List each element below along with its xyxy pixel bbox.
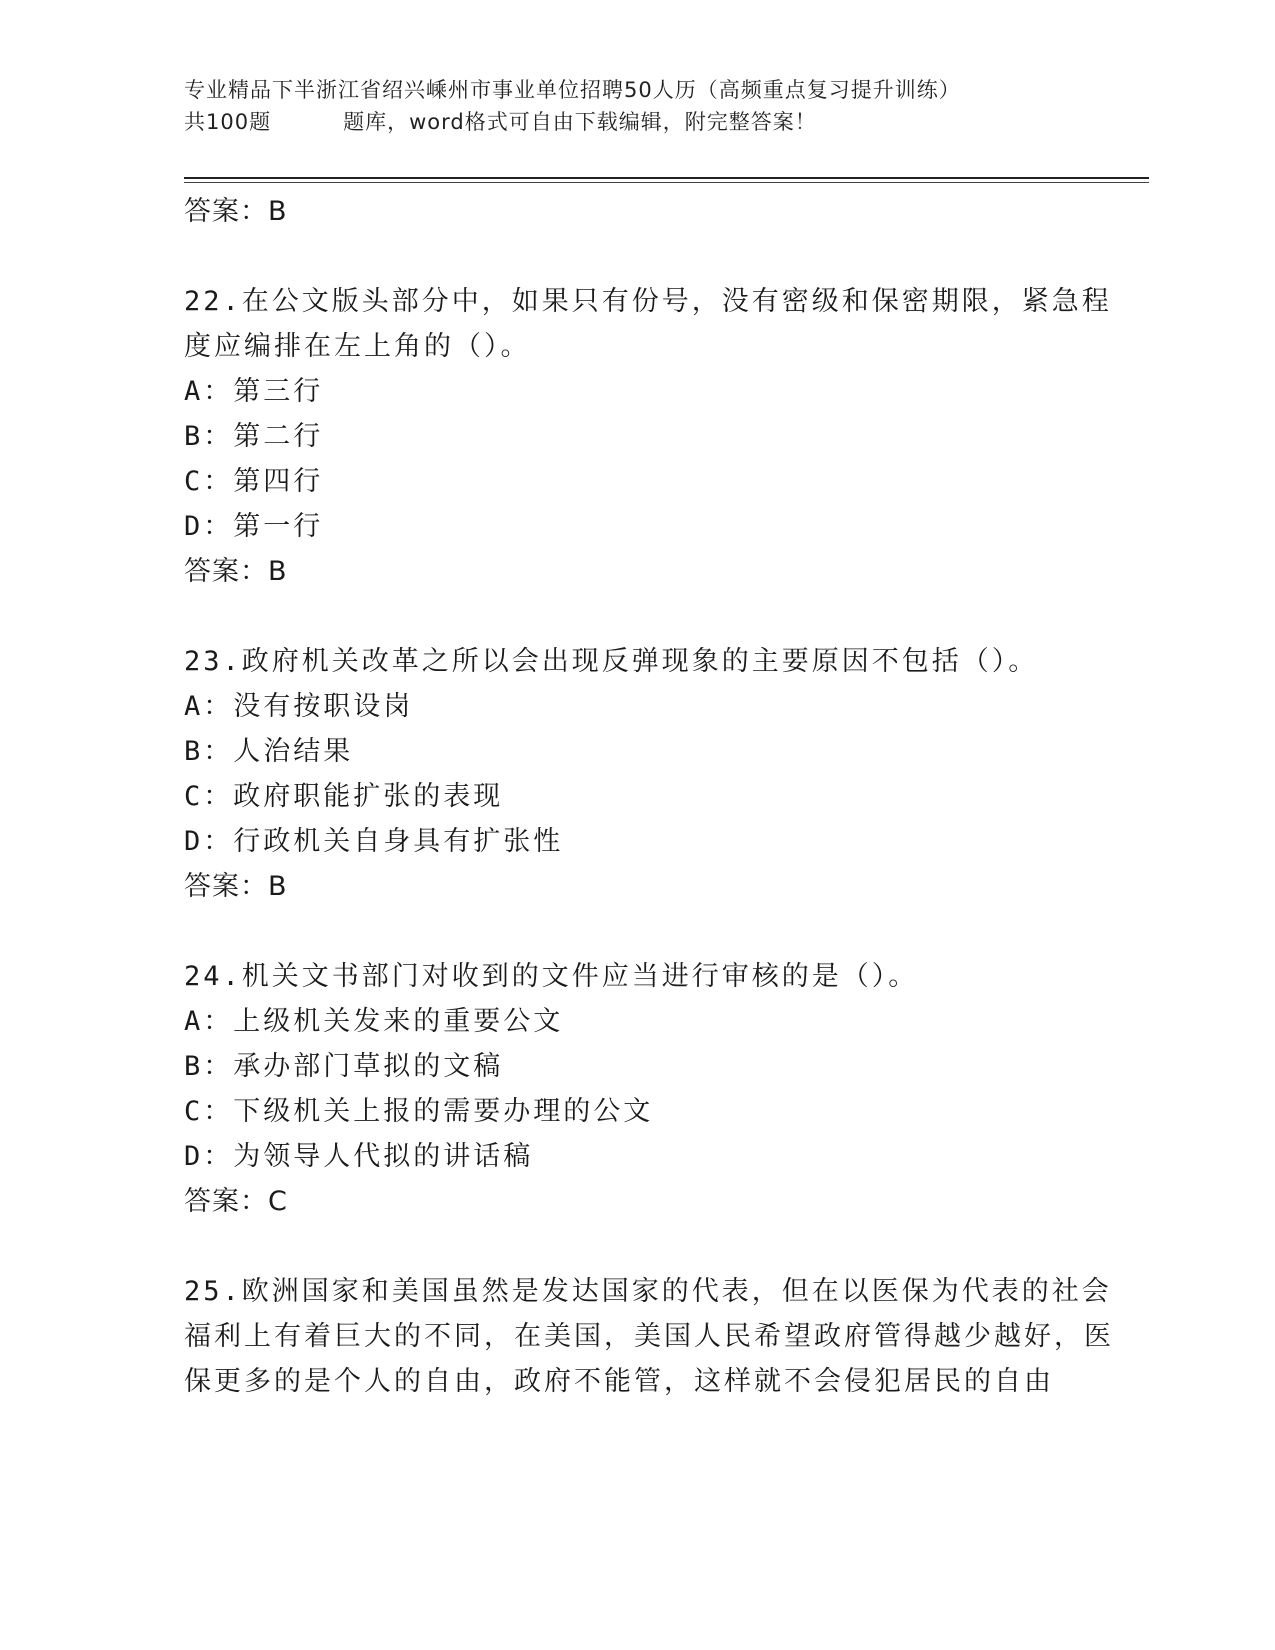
- question-22-option-b: B：第二行: [184, 421, 324, 452]
- question-list: [184, 189, 1114, 1404]
- question-22-text: 22.在公文版头部分中，如果只有份号，没有密级和保密期限，紧急程度应编排在左上角的（）。: [184, 286, 1112, 362]
- question-24: [184, 954, 1114, 1224]
- header-question-count: 共100题: [184, 110, 272, 134]
- question-22-option-a: A：第三行: [184, 376, 324, 407]
- page-header: [184, 74, 1134, 138]
- question-23: [184, 639, 1114, 909]
- header-subtitle: [184, 106, 1134, 138]
- question-24-text: 24.机关文书部门对收到的文件应当进行审核的是（）。: [184, 961, 919, 992]
- question-24-option-d: D：为领导人代拟的讲话稿: [184, 1141, 534, 1172]
- question-24-option-b: B：承办部门草拟的文稿: [184, 1051, 504, 1082]
- question-23-option-c: C：政府职能扩张的表现: [184, 781, 504, 812]
- question-22-option-d: D：第一行: [184, 511, 324, 542]
- question-25: [184, 1269, 1114, 1404]
- answer-21: 答案：B: [184, 196, 288, 227]
- question-24-option-a: A：上级机关发来的重要公文: [184, 1006, 564, 1037]
- header-description: 题库，word格式可自由下载编辑，附完整答案！: [343, 110, 817, 134]
- question-23-option-d: D：行政机关自身具有扩张性: [184, 826, 564, 857]
- header-divider-thin: [184, 182, 1149, 183]
- question-23-option-b: B：人治结果: [184, 736, 354, 767]
- answer-24: 答案：C: [184, 1186, 288, 1217]
- question-23-option-a: A：没有按职设岗: [184, 691, 414, 722]
- question-23-text: 23.政府机关改革之所以会出现反弹现象的主要原因不包括（）。: [184, 646, 1039, 677]
- question-24-option-c: C：下级机关上报的需要办理的公文: [184, 1096, 654, 1127]
- header-title: 专业精品下半浙江省绍兴嵊州市事业单位招聘50人历（高频重点复习提升训练）: [184, 78, 961, 102]
- answer-23: 答案：B: [184, 871, 288, 902]
- question-22: [184, 279, 1114, 594]
- answer-22: 答案：B: [184, 556, 288, 587]
- question-22-option-c: C：第四行: [184, 466, 324, 497]
- header-divider: [184, 177, 1149, 179]
- question-25-text: 25.欧洲国家和美国虽然是发达国家的代表，但在以医保为代表的社会福利上有着巨大的不同，在美国，美国人民希望政府管得越少越好，医保更多的是个人的自由，政府不能管，这样就不会侵犯居民的自由: [184, 1276, 1114, 1397]
